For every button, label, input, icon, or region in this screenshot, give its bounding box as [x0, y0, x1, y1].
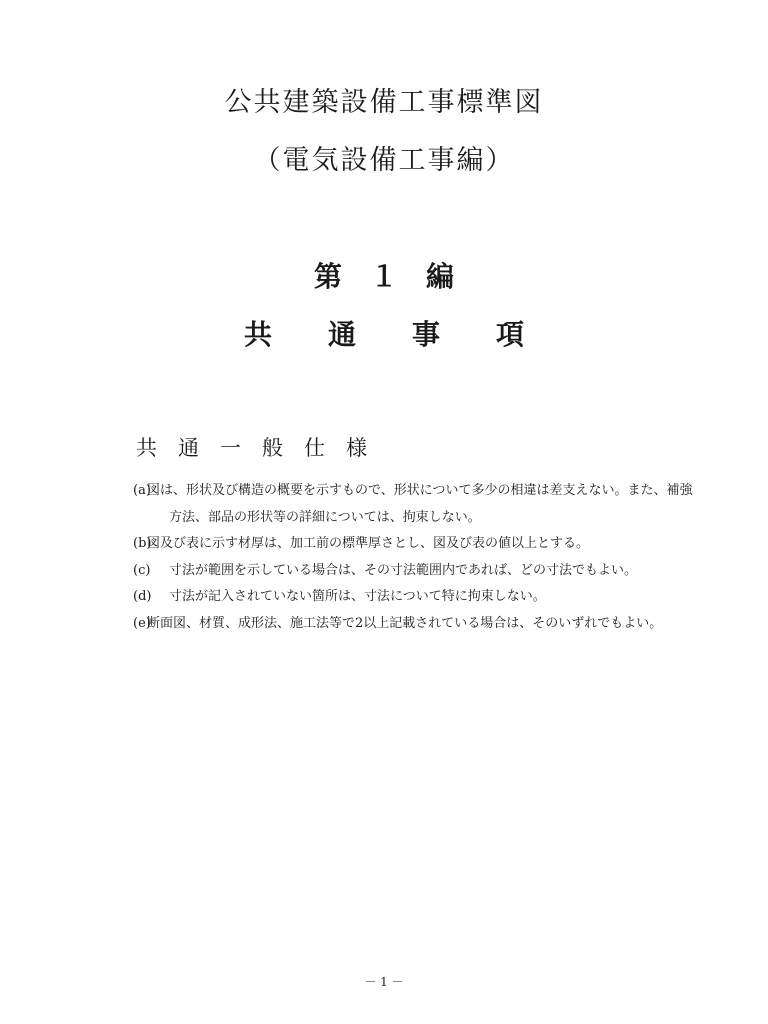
item-text: 図は、形状及び構造の概要を示すもので、形状について多少の相違は差支えない。また、補強方法、部品の形状等の詳細については、拘束しない。 — [147, 483, 693, 525]
item-text: 断面図、材質、成形法、施工法等で2以上記載されている場合は、そのいずれでもよい。 — [147, 615, 663, 631]
item-marker: (d) — [133, 589, 152, 604]
item-text: 寸法が記入されていない箇所は、寸法について特に拘束しない。 — [169, 589, 546, 604]
list-item — [133, 478, 693, 531]
spec-list — [133, 478, 693, 637]
list-item — [133, 611, 693, 638]
item-marker: (b) — [133, 536, 152, 551]
part-number-heading: 第 １ 編 — [313, 260, 454, 293]
item-marker: (a) — [133, 483, 151, 498]
item-text: 図及び表に示す材厚は、加工前の標準厚さとし、図及び表の値以上とする。 — [147, 536, 590, 551]
page-number: － 1 － — [364, 975, 404, 989]
list-item — [133, 531, 693, 558]
list-item — [133, 584, 693, 611]
section-heading: 共 通 一 般 仕 様 — [136, 436, 367, 460]
item-marker: (c) — [133, 562, 151, 578]
list-item — [133, 558, 693, 585]
item-marker: (e) — [133, 615, 151, 631]
document-title: 公共建築設備工事標準図 — [224, 87, 544, 118]
part-name-heading: 共 通 事 項 — [243, 318, 524, 351]
item-text: 寸法が範囲を示している場合は、その寸法範囲内であれば、どの寸法でもよい。 — [169, 562, 638, 578]
document-subtitle: （電気設備工事編） — [253, 145, 515, 176]
